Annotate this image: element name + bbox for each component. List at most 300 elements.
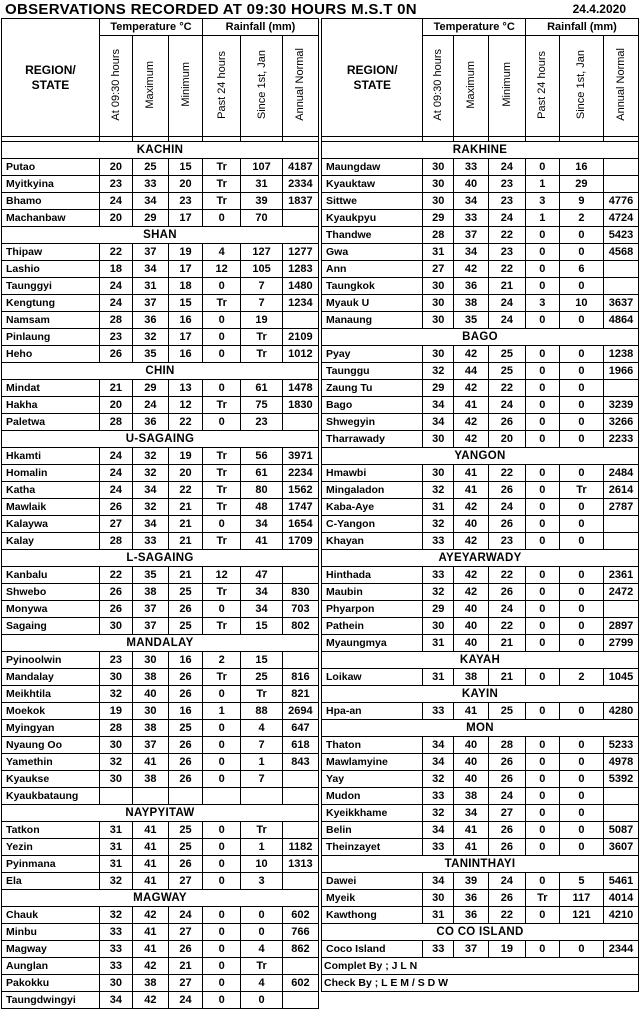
temp-0930-cell: 23 [99,176,132,193]
annual-normal-cell: 4187 [282,159,318,176]
rain-since-jan-cell: 4 [241,720,282,737]
temp-max-cell: 40 [454,737,489,754]
region-section-row [2,890,319,907]
station-name: Mudon [322,788,423,805]
station-name: Pakokku [2,975,100,992]
rain-24h-cell: 0 [525,567,559,584]
temp-max-cell: 33 [132,533,168,550]
temp-min-cell: 25 [168,822,202,839]
temp-min-cell: 24 [488,788,525,805]
temp-0930-cell: 31 [99,822,132,839]
station-name: Zaung Tu [322,380,423,397]
annual-normal-cell [282,958,318,975]
rain-since-jan-cell: 56 [241,448,282,465]
annual-normal-cell: 2799 [604,635,639,652]
temp-min-cell: 25 [168,584,202,601]
temp-max-cell: 34 [132,261,168,278]
left-table-body [2,137,319,1009]
station-name: Namsam [2,312,100,329]
temp-min-cell: 22 [168,414,202,431]
temp-0930-cell: 22 [99,244,132,261]
temp-0930-cell: 24 [99,482,132,499]
temp-max-cell: 32 [132,448,168,465]
annual-normal-cell: 1182 [282,839,318,856]
annual-normal-cell: 816 [282,669,318,686]
rain-24h-cell: 1 [203,703,241,720]
temp-max-cell: 41 [132,822,168,839]
temp-max-cell: 40 [454,754,489,771]
temp-max-cell: 33 [454,210,489,227]
temp-0930-cell: 24 [99,295,132,312]
temp-min-cell: 26 [488,771,525,788]
annual-normal-cell [604,805,639,822]
rain-since-jan-cell: 39 [241,193,282,210]
temp-max-cell: 42 [454,567,489,584]
station-row [2,788,319,805]
rain-since-jan-cell: Tr [559,482,603,499]
temp-max-cell: 42 [454,584,489,601]
rain-24h-cell: Tr [203,465,241,482]
temp-max-cell: 42 [454,414,489,431]
temp-0930-cell: 32 [423,771,454,788]
annual-normal-cell: 1238 [604,346,639,363]
temp-0930-cell: 28 [99,414,132,431]
temp-0930-cell: 33 [99,924,132,941]
temp-min-cell: 26 [168,737,202,754]
station-row [322,380,639,397]
rain-24h-cell: 0 [203,856,241,873]
rain-since-jan-cell: 34 [241,516,282,533]
station-row [322,159,639,176]
region-section-label: TANINTHAYI [322,856,639,873]
station-row [2,176,319,193]
rain-since-jan-cell: 0 [559,567,603,584]
region-section-label: CHIN [2,363,319,380]
station-row [322,601,639,618]
temp-min-cell: 26 [488,890,525,907]
temp-0930-cell: 19 [99,703,132,720]
rain-24h-cell: 0 [203,516,241,533]
station-row [2,567,319,584]
annual-normal-cell [282,312,318,329]
annual-normal-cell [604,278,639,295]
rain-24h-cell: 0 [203,941,241,958]
annual-normal-cell [604,533,639,550]
station-row [2,482,319,499]
temp-0930-cell: 30 [423,278,454,295]
rain-since-jan-cell: 0 [559,618,603,635]
rain-since-jan-cell: 127 [241,244,282,261]
rain-since-jan-cell: 0 [559,533,603,550]
rain-since-jan-cell: 121 [559,907,603,924]
station-row [322,261,639,278]
annual-normal-cell: 618 [282,737,318,754]
region-section-row [2,550,319,567]
temp-min-cell: 15 [168,295,202,312]
temp-max-cell: 36 [454,890,489,907]
temp-max-cell: 40 [454,771,489,788]
temp-0930-cell: 32 [99,873,132,890]
station-name: Chauk [2,907,100,924]
station-row [322,941,639,958]
temp-min-cell: 24 [488,397,525,414]
temp-min-cell: 26 [488,584,525,601]
station-name: Aunglan [2,958,100,975]
temp-min-cell: 22 [488,465,525,482]
region-section-row [322,448,639,465]
annual-normal-cell [282,210,318,227]
rain-since-jan-cell: Tr [241,329,282,346]
station-row [322,312,639,329]
rain-24h-cell: 0 [525,635,559,652]
rain-since-jan-cell: 48 [241,499,282,516]
rain-since-jan-cell: 19 [241,312,282,329]
annual-normal-cell: 5461 [604,873,639,890]
temp-max-cell: 39 [454,873,489,890]
annual-normal-cell: 4014 [604,890,639,907]
temp-max-cell: 34 [454,193,489,210]
temp-min-cell: 23 [488,533,525,550]
station-row [2,992,319,1009]
temp-0930-cell: 33 [99,941,132,958]
rain-24h-cell: 0 [525,839,559,856]
rain-24h-cell: 2 [203,652,241,669]
temp-0930-cell: 30 [423,618,454,635]
temp-max-cell: 36 [132,414,168,431]
station-name: Shwebo [2,584,100,601]
station-name: Kyeikkhame [322,805,423,822]
temp-max-cell: 38 [132,720,168,737]
temp-max-cell: 41 [454,822,489,839]
temp-0930-cell: 30 [99,669,132,686]
annual-normal-cell [604,159,639,176]
station-name: Yay [322,771,423,788]
rain-24h-cell: 0 [525,754,559,771]
station-name: Kyaukbataung [2,788,100,805]
station-row [2,465,319,482]
annual-normal-cell: 862 [282,941,318,958]
temp-max-cell: 42 [132,958,168,975]
station-name: Moekok [2,703,100,720]
annual-normal-cell: 4864 [604,312,639,329]
rain-24h-cell: 0 [525,414,559,431]
rain-since-jan-cell: 34 [241,601,282,618]
temp-max-cell: 36 [454,278,489,295]
temp-max-cell: 32 [132,329,168,346]
col-header-since-jan-right: Since 1st, Jan [559,36,603,137]
annual-normal-cell: 2897 [604,618,639,635]
rain-24h-cell: 0 [203,839,241,856]
annual-normal-cell: 602 [282,975,318,992]
rain-since-jan-cell: 0 [559,346,603,363]
station-row [2,346,319,363]
rain-since-jan-cell: 0 [241,992,282,1009]
temp-0930-cell: 32 [423,363,454,380]
station-row [2,737,319,754]
station-row [322,805,639,822]
annual-normal-cell: 1747 [282,499,318,516]
temp-max-cell: 44 [454,363,489,380]
temp-max-cell: 37 [132,737,168,754]
station-name: Kanbalu [2,567,100,584]
temp-max-cell: 37 [132,244,168,261]
station-row [322,669,639,686]
rain-24h-cell: 0 [203,975,241,992]
temp-0930-cell: 32 [423,516,454,533]
station-name: Khayan [322,533,423,550]
temp-max-cell: 38 [132,771,168,788]
annual-normal-cell: 2334 [282,176,318,193]
station-row [2,414,319,431]
rain-24h-cell: Tr [203,193,241,210]
rain-since-jan-cell: 75 [241,397,282,414]
station-row [322,295,639,312]
temp-max-cell: 38 [454,295,489,312]
station-name: Kawthong [322,907,423,924]
rain-24h-cell: 0 [203,380,241,397]
annual-normal-cell [282,788,318,805]
temp-min-cell: 15 [168,159,202,176]
annual-normal-cell: 1562 [282,482,318,499]
region-section-row [322,686,639,703]
temp-min-cell: 26 [168,771,202,788]
rain-since-jan-cell: 6 [559,261,603,278]
rain-since-jan-cell: 4 [241,941,282,958]
annual-normal-cell [282,414,318,431]
station-row [322,771,639,788]
temp-0930-cell: 28 [99,533,132,550]
annual-normal-cell: 3239 [604,397,639,414]
temp-max-cell: 34 [132,482,168,499]
rain-24h-cell: 0 [203,312,241,329]
temp-min-cell: 16 [168,312,202,329]
rain-since-jan-cell: 3 [241,873,282,890]
temp-0930-cell: 30 [423,193,454,210]
station-row [322,567,639,584]
station-name: Nyaung Oo [2,737,100,754]
station-row [2,924,319,941]
temp-min-cell: 26 [488,516,525,533]
rain-since-jan-cell: 5 [559,873,603,890]
station-row [2,499,319,516]
station-name: Homalin [2,465,100,482]
rain-since-jan-cell: 1 [241,839,282,856]
station-name: Meikhtila [2,686,100,703]
region-section-row [322,924,639,941]
annual-normal-cell: 4210 [604,907,639,924]
region-section-row [2,227,319,244]
temp-0930-cell: 33 [423,839,454,856]
region-section-label: MAGWAY [2,890,319,907]
temp-max-cell: 38 [132,584,168,601]
temp-0930-cell: 30 [423,176,454,193]
rain-24h-cell: 0 [203,737,241,754]
rain-24h-cell: 4 [203,244,241,261]
station-row [322,618,639,635]
rain-24h-cell: 0 [525,533,559,550]
temp-max-cell: 37 [132,601,168,618]
temp-min-cell: 21 [168,958,202,975]
temp-0930-cell [99,788,132,805]
temp-0930-cell: 30 [423,465,454,482]
annual-normal-cell [604,516,639,533]
annual-normal-cell [604,176,639,193]
temp-max-cell: 41 [132,873,168,890]
temp-min-cell: 25 [488,363,525,380]
region-section-row [322,652,639,669]
temp-max-cell: 29 [132,210,168,227]
annual-normal-cell: 821 [282,686,318,703]
rain-24h-cell: 0 [203,686,241,703]
rain-since-jan-cell: 61 [241,465,282,482]
annual-normal-cell [282,567,318,584]
annual-normal-cell: 5392 [604,771,639,788]
station-name: Myingyan [2,720,100,737]
temp-max-cell: 37 [132,618,168,635]
col-header-maximum-right: Maximum [454,36,489,137]
temp-min-cell: 24 [488,210,525,227]
rain-24h-cell: 0 [525,788,559,805]
rain-since-jan-cell: Tr [241,346,282,363]
station-row [322,465,639,482]
temp-max-cell: 41 [132,856,168,873]
temp-0930-cell: 30 [423,312,454,329]
rain-24h-cell: 0 [525,431,559,448]
rain-24h-cell: 0 [203,720,241,737]
temp-min-cell: 25 [168,720,202,737]
temp-min-cell: 24 [488,295,525,312]
annual-normal-cell: 5423 [604,227,639,244]
temp-0930-cell: 29 [423,210,454,227]
station-row [2,618,319,635]
temp-min-cell: 21 [168,516,202,533]
annual-normal-cell: 2233 [604,431,639,448]
temp-0930-cell: 31 [99,839,132,856]
temp-max-cell: 33 [454,159,489,176]
rain-since-jan-cell: 80 [241,482,282,499]
temp-max-cell: 29 [132,380,168,397]
region-section-label: NAYPYITAW [2,805,319,822]
report-date: 24.4.2020 [572,2,626,16]
station-name: Maubin [322,584,423,601]
annual-normal-cell [282,992,318,1009]
temp-0930-cell: 32 [99,686,132,703]
temp-max-cell: 35 [454,312,489,329]
rain-24h-cell: 0 [525,771,559,788]
rain-24h-cell: 3 [525,295,559,312]
annual-normal-cell: 3971 [282,448,318,465]
station-row [2,822,319,839]
col-header-at-0930-right: At 09:30 hours [423,36,454,137]
station-name: Yezin [2,839,100,856]
rain-24h-cell: Tr [203,295,241,312]
annual-normal-cell: 1830 [282,397,318,414]
rain-24h-cell: 1 [525,176,559,193]
station-row [2,669,319,686]
rain-since-jan-cell: 107 [241,159,282,176]
col-header-annual-normal: Annual Normal [282,36,318,137]
region-header-label-right: REGION/ STATE [346,62,398,92]
station-row [322,244,639,261]
annual-normal-cell: 4280 [604,703,639,720]
station-name: Theinzayet [322,839,423,856]
right-observation-table [321,18,639,992]
annual-normal-cell: 4724 [604,210,639,227]
rain-since-jan-cell: 0 [241,924,282,941]
station-row [2,533,319,550]
temp-min-cell: 27 [488,805,525,822]
annual-normal-cell: 802 [282,618,318,635]
rain-since-jan-cell: 0 [559,465,603,482]
temp-max-cell: 41 [454,465,489,482]
rain-24h-cell: 0 [203,873,241,890]
station-row [2,380,319,397]
rain-since-jan-cell: 41 [241,533,282,550]
temp-0930-cell: 28 [99,312,132,329]
station-row [322,907,639,924]
temp-min-cell: 26 [168,856,202,873]
region-section-row [2,142,319,159]
annual-normal-cell: 2694 [282,703,318,720]
annual-normal-cell: 3607 [604,839,639,856]
right-table-body [322,137,639,992]
rain-24h-cell: 0 [525,363,559,380]
temp-0930-cell: 28 [99,720,132,737]
temp-0930-cell: 34 [423,822,454,839]
region-section-label: AYEYARWADY [322,550,639,567]
rain-24h-cell: 0 [203,924,241,941]
station-row [2,397,319,414]
station-row [2,516,319,533]
annual-normal-cell: 4776 [604,193,639,210]
temp-min-cell: 25 [168,839,202,856]
station-row [2,720,319,737]
temp-max-cell: 34 [454,244,489,261]
signature-row [322,975,639,992]
annual-normal-cell [282,822,318,839]
temp-0930-cell: 30 [423,295,454,312]
region-section-label: BAGO [322,329,639,346]
temp-0930-cell: 24 [99,448,132,465]
station-name: Paletwa [2,414,100,431]
temp-min-cell: 25 [488,346,525,363]
temp-0930-cell: 32 [423,584,454,601]
station-name: Lashio [2,261,100,278]
rain-since-jan-cell: 7 [241,771,282,788]
rain-24h-cell: 0 [525,873,559,890]
station-name: Myaungmya [322,635,423,652]
station-row [322,193,639,210]
temp-0930-cell: 24 [99,465,132,482]
temp-0930-cell: 24 [99,278,132,295]
temp-max-cell: 34 [132,516,168,533]
station-name: Taungdwingyi [2,992,100,1009]
temp-min-cell: 24 [488,873,525,890]
station-name: Pyinoolwin [2,652,100,669]
temp-min-cell: 20 [488,431,525,448]
temp-min-cell [168,788,202,805]
rain-since-jan-cell: 0 [559,737,603,754]
annual-normal-cell: 1837 [282,193,318,210]
temp-0930-cell: 34 [99,992,132,1009]
temp-min-cell: 16 [168,652,202,669]
temp-0930-cell: 22 [99,567,132,584]
annual-normal-cell: 1313 [282,856,318,873]
temp-min-cell: 26 [168,941,202,958]
rain-24h-cell: 0 [203,210,241,227]
temp-min-cell: 21 [168,533,202,550]
temp-min-cell: 16 [168,346,202,363]
